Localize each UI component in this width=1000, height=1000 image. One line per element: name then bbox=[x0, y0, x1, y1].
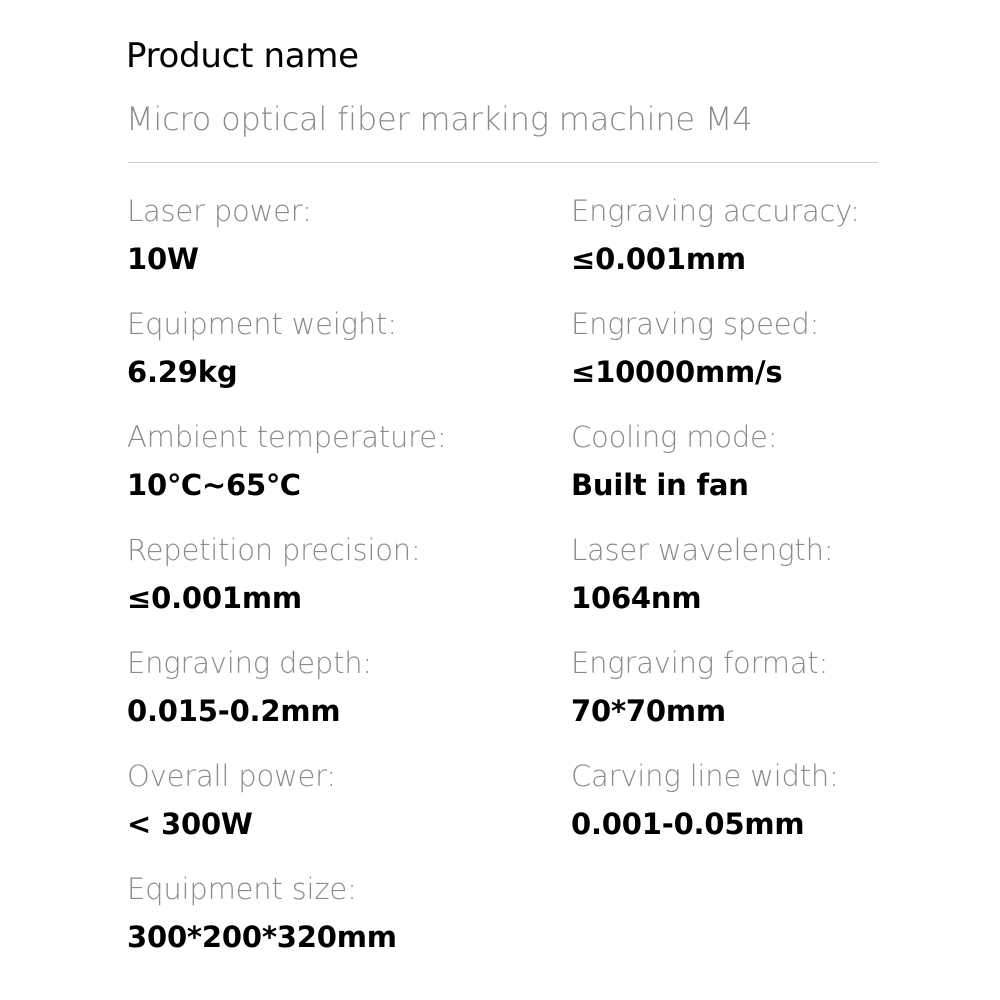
spec-label: Engraving accuracy: bbox=[571, 194, 860, 228]
spec-carving-line-width bbox=[571, 758, 991, 842]
spec-cooling-mode bbox=[571, 419, 991, 503]
spec-label: Ambient temperature: bbox=[127, 420, 447, 454]
spec-laser-power bbox=[127, 193, 547, 277]
spec-equipment-weight bbox=[127, 306, 547, 390]
spec-engraving-format bbox=[571, 645, 991, 729]
spec-label: Engraving depth: bbox=[127, 646, 372, 680]
spec-value: ≤10000mm/s bbox=[571, 355, 783, 389]
spec-value: ≤0.001mm bbox=[571, 242, 746, 276]
spec-value: 6.29kg bbox=[127, 355, 238, 389]
spec-label: Repetition precision: bbox=[127, 533, 421, 567]
spec-equipment-size bbox=[127, 871, 547, 955]
spec-engraving-accuracy bbox=[571, 193, 991, 277]
product-title-label: Product name bbox=[126, 36, 359, 76]
spec-value: 0.015-0.2mm bbox=[127, 694, 341, 728]
spec-value: < 300W bbox=[127, 807, 253, 841]
spec-value: 70*70mm bbox=[571, 694, 726, 728]
spec-engraving-speed bbox=[571, 306, 991, 390]
spec-value: ≤0.001mm bbox=[127, 581, 302, 615]
spec-engraving-depth bbox=[127, 645, 547, 729]
spec-label: Engraving speed: bbox=[571, 307, 820, 341]
spec-value: 10W bbox=[127, 242, 199, 276]
spec-label: Cooling mode: bbox=[571, 420, 778, 454]
spec-overall-power bbox=[127, 758, 547, 842]
spec-label: Engraving format: bbox=[571, 646, 829, 680]
spec-value: 0.001-0.05mm bbox=[571, 807, 805, 841]
spec-label: Carving line width: bbox=[571, 759, 839, 793]
spec-label: Overall power: bbox=[127, 759, 336, 793]
header-divider bbox=[128, 162, 878, 163]
spec-label: Laser power: bbox=[127, 194, 312, 228]
spec-label: Laser wavelength: bbox=[571, 533, 834, 567]
spec-label: Equipment weight: bbox=[127, 307, 397, 341]
spec-value: 1064nm bbox=[571, 581, 702, 615]
spec-value: Built in fan bbox=[571, 468, 749, 502]
spec-ambient-temperature bbox=[127, 419, 547, 503]
spec-value: 300*200*320mm bbox=[127, 920, 397, 954]
spec-laser-wavelength bbox=[571, 532, 991, 616]
spec-label: Equipment size: bbox=[127, 872, 357, 906]
spec-repetition-precision bbox=[127, 532, 547, 616]
spec-value: 10℃~65℃ bbox=[127, 468, 301, 502]
product-name-text: Micro optical fiber marking machine M4 bbox=[126, 100, 753, 138]
